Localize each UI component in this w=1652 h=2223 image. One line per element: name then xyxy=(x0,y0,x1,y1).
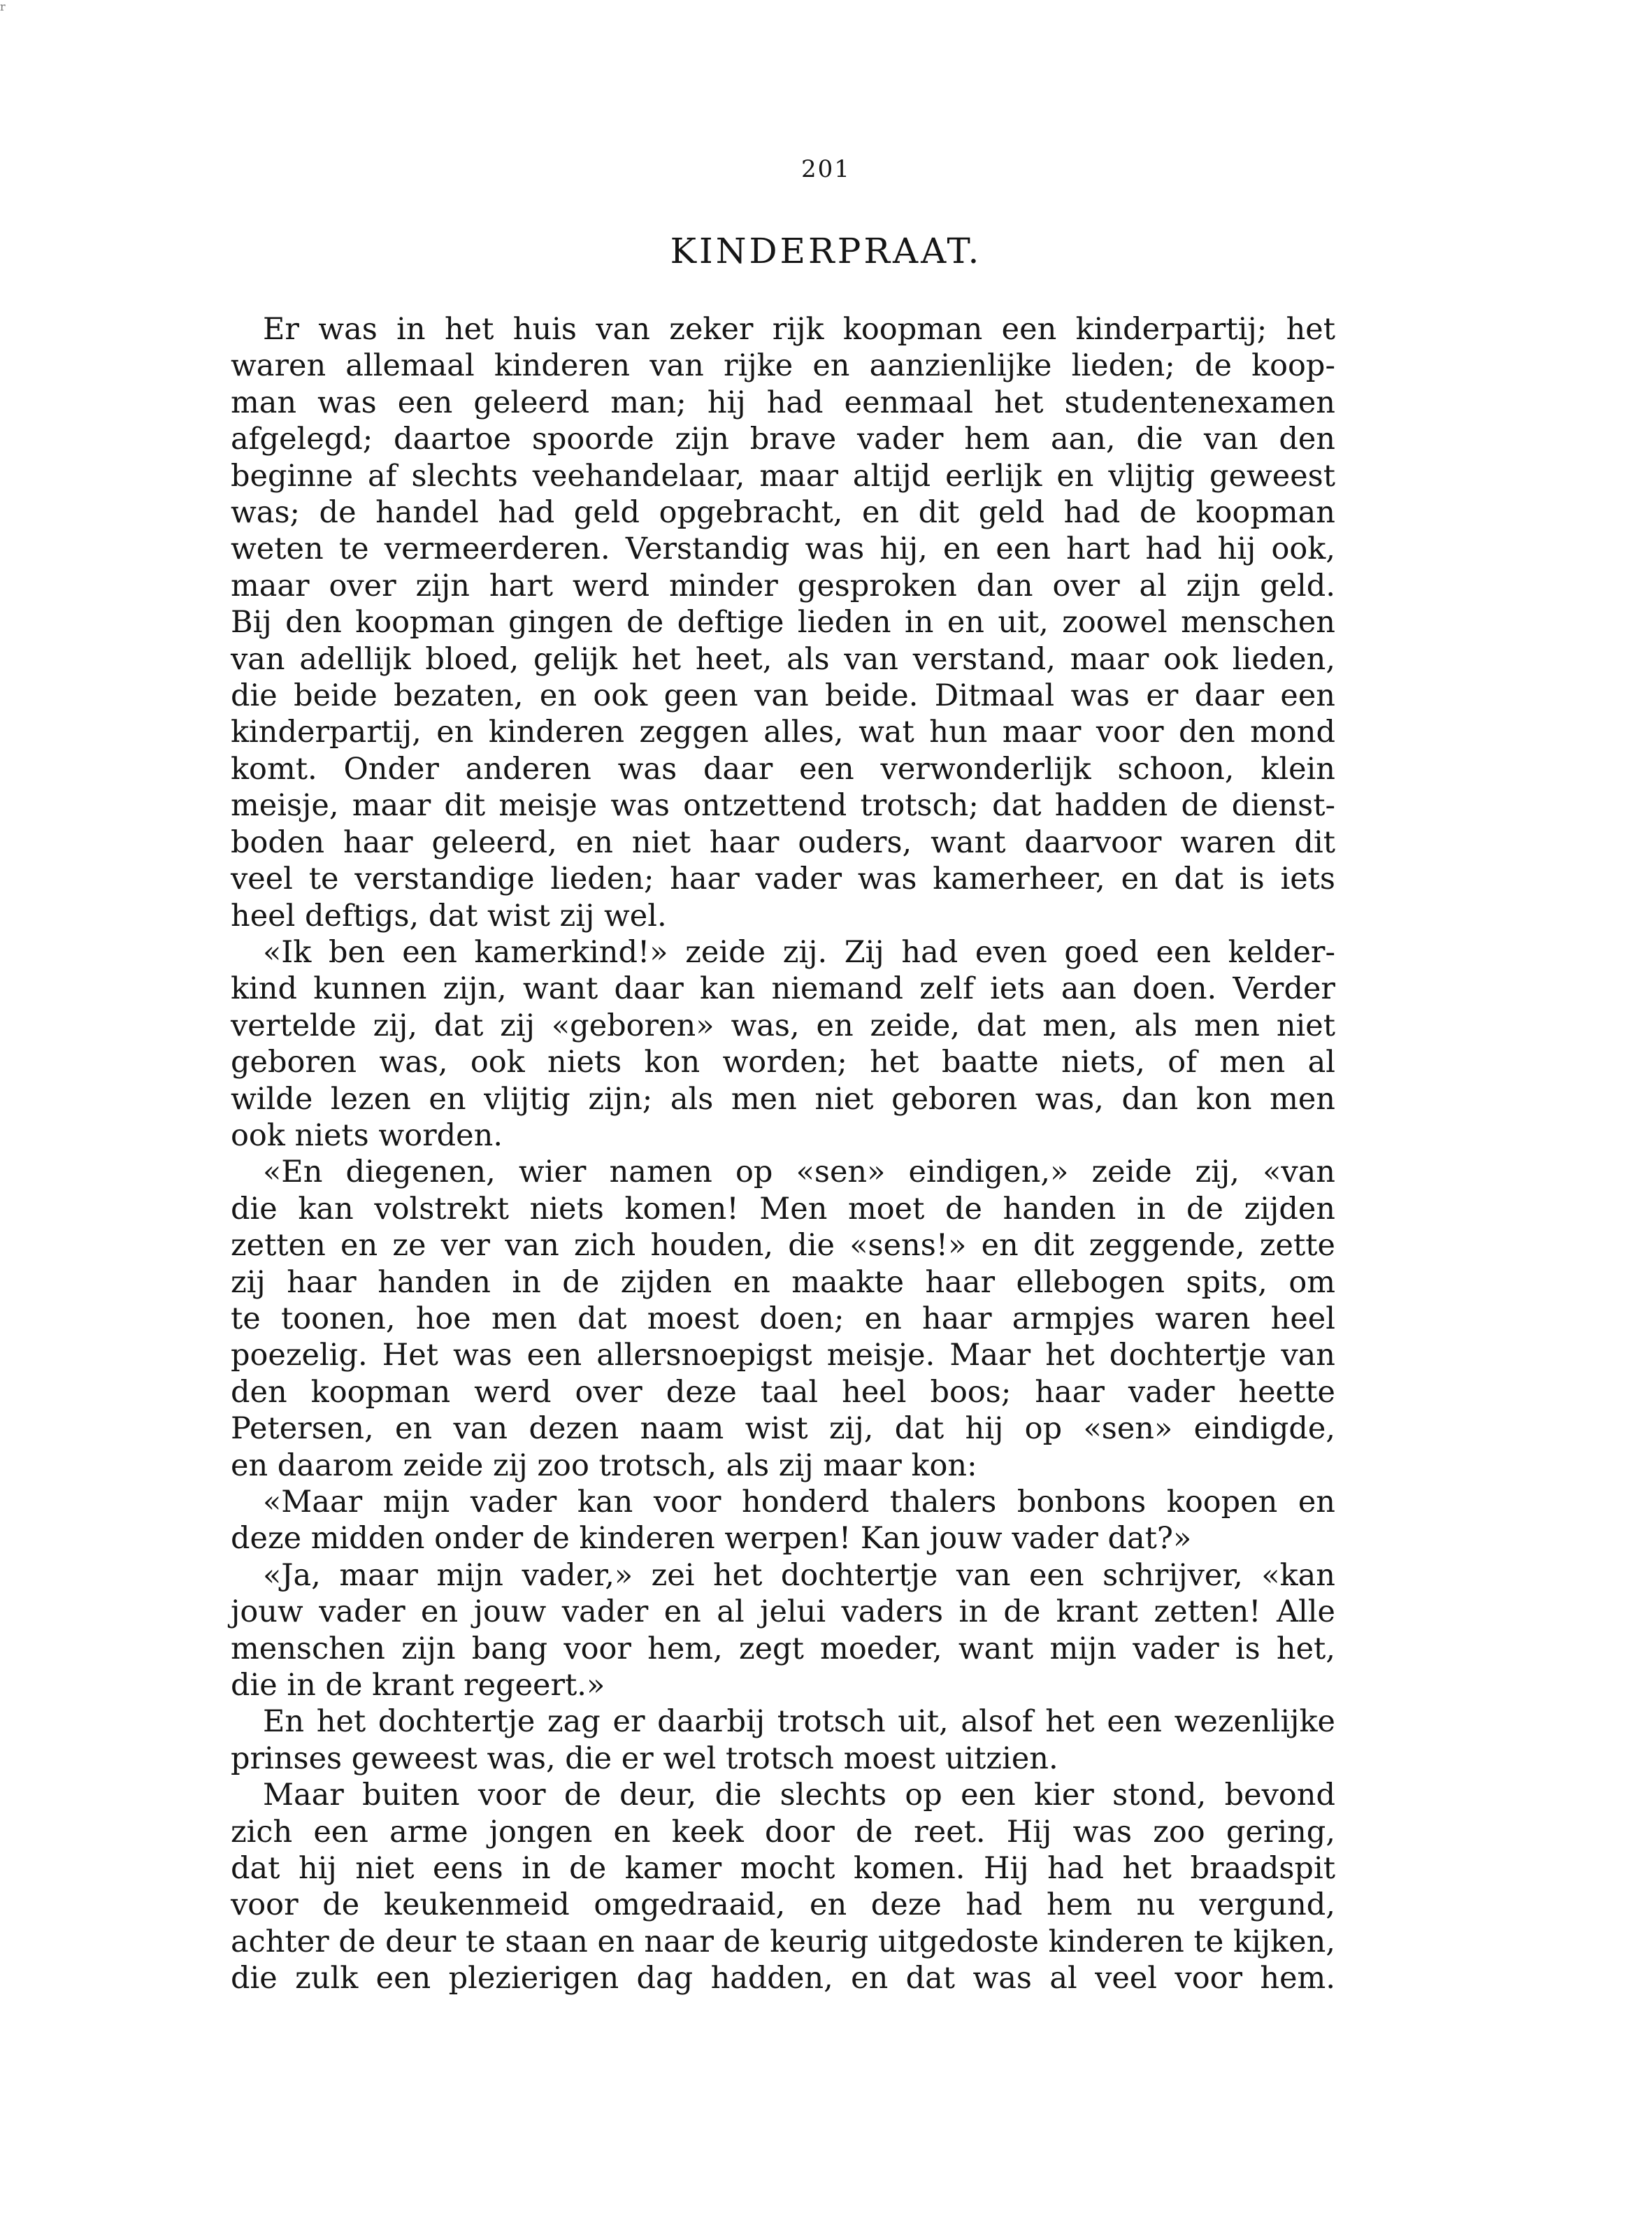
text-line: boden haar geleerd, en niet haar ouders, want daarvoor waren dit xyxy=(231,824,1335,860)
text-line: dat hij niet eens in de kamer mocht komen. Hij had het braadspit xyxy=(231,1851,1335,1887)
text-line: van adellijk bloed, gelijk het heet, als van verstand, maar ook lieden, xyxy=(231,641,1335,677)
text-line: Bij den koopman gingen de deftige lieden in en uit, zoowel menschen xyxy=(231,605,1335,641)
text-line: waren allemaal kinderen van rijke en aanzienlijke lieden; de koop- xyxy=(231,348,1335,384)
text-line: die in de krant regeert.» xyxy=(231,1668,605,1703)
text-line: geboren was, ook niets kon worden; het baatte niets, of men al xyxy=(231,1045,1335,1080)
text-line: Petersen, en van dezen naam wist zij, dat hij op «sen» eindigde, xyxy=(231,1411,1335,1447)
text-line: zij haar handen in de zijden en maakte haar ellebogen spits, om xyxy=(231,1264,1335,1300)
text-line: meisje, maar dit meisje was ontzettend trotsch; dat hadden de dienst- xyxy=(231,788,1335,824)
text-line: poezelig. Het was een allersnoepigst meisje. Maar het dochtertje van xyxy=(231,1338,1335,1373)
text-line: beginne af slechts veehandelaar, maar altijd eerlijk en vlijtig geweest xyxy=(231,458,1335,494)
text-line: prinses geweest was, die er wel trotsch moest uitzien. xyxy=(231,1740,1058,1776)
text-line: veel te verstandige lieden; haar vader was kamerheer, en dat is iets xyxy=(231,862,1335,897)
text-line: vertelde zij, dat zij «geboren» was, en zeide, dat men, als men niet xyxy=(231,1008,1335,1043)
text-line: die kan volstrekt niets komen! Men moet de handen in de zijden xyxy=(231,1191,1335,1227)
text-line: komt. Onder anderen was daar een verwonderlijk schoon, klein xyxy=(231,751,1335,787)
text-line: deze midden onder de kinderen werpen! Kan jouw vader dat?» xyxy=(231,1521,1192,1557)
text-line: «Maar mijn vader kan voor honderd thalers bonbons koopen en xyxy=(263,1485,1335,1520)
page-number: 201 xyxy=(801,155,851,183)
text-line: Maar buiten voor de deur, die slechts op een kier stond, bevond xyxy=(263,1778,1335,1813)
text-line: weten te vermeerderen. Verstandig was hij, en een hart had hij ook, xyxy=(231,531,1335,567)
story-title: KINDERPRAAT. xyxy=(670,231,982,271)
text-line: wilde lezen en vlijtig zijn; als men niet geboren was, dan kon men xyxy=(231,1081,1335,1117)
text-line: den koopman werd over deze taal heel boos; haar vader heette xyxy=(231,1374,1335,1410)
text-line: jouw vader en jouw vader en al jelui vaders in de krant zetten! Alle xyxy=(231,1594,1335,1630)
text-line: «Ja, maar mijn vader,» zei het dochtertje van een schrijver, «kan xyxy=(263,1557,1335,1593)
text-line: te toonen, hoe men dat moest doen; en haar armpjes waren heel xyxy=(231,1301,1335,1336)
text-line: voor de keukenmeid omgedraaid, en deze had hem nu vergund, xyxy=(231,1887,1335,1923)
text-line: was; de handel had geld opgebracht, en dit geld had de koopman xyxy=(231,495,1335,531)
text-line: ook niets worden. xyxy=(231,1117,503,1153)
text-line: man was een geleerd man; hij had eenmaal het studentenexamen xyxy=(231,385,1335,420)
text-line: kinderpartij, en kinderen zeggen alles, wat hun maar voor den mond xyxy=(231,715,1335,750)
story-text xyxy=(231,311,1335,1997)
text-line: maar over zijn hart werd minder gesproken dan over al zijn geld. xyxy=(231,568,1335,603)
text-line: kind kunnen zijn, want daar kan niemand zelf iets aan doen. Verder xyxy=(231,971,1335,1007)
text-line: heel deftigs, dat wist zij wel. xyxy=(231,898,667,934)
text-line: die zulk een plezierigen dag hadden, en dat was al veel voor hem. xyxy=(231,1961,1335,1996)
text-line: zetten en ze ver van zich houden, die «sens!» en dit zeggende, zette xyxy=(231,1228,1335,1264)
text-line: «En diegenen, wier namen op «sen» eindigen,» zeide zij, «van xyxy=(263,1155,1335,1190)
scan-corner-mark: r xyxy=(0,0,6,13)
text-line: achter de deur te staan en naar de keurig uitgedoste kinderen te kijken, xyxy=(231,1924,1335,1959)
text-line: die beide bezaten, en ook geen van beide. Ditmaal was er daar een xyxy=(231,678,1335,714)
text-line: zich een arme jongen en keek door de reet. Hij was zoo gering, xyxy=(231,1814,1335,1850)
text-line: afgelegd; daartoe spoorde zijn brave vader hem aan, die van den xyxy=(231,422,1335,457)
text-line: Er was in het huis van zeker rijk koopman een kinderpartij; het xyxy=(263,312,1335,347)
text-line: «Ik ben een kamerkind!» zeide zij. Zij had even goed een kelder- xyxy=(263,934,1335,970)
text-line: En het dochtertje zag er daarbij trotsch uit, alsof het een wezenlijke xyxy=(263,1704,1335,1740)
text-line: menschen zijn bang voor hem, zegt moeder, want mijn vader is het, xyxy=(231,1631,1335,1666)
text-line: en daarom zeide zij zoo trotsch, als zij maar kon: xyxy=(231,1448,977,1483)
